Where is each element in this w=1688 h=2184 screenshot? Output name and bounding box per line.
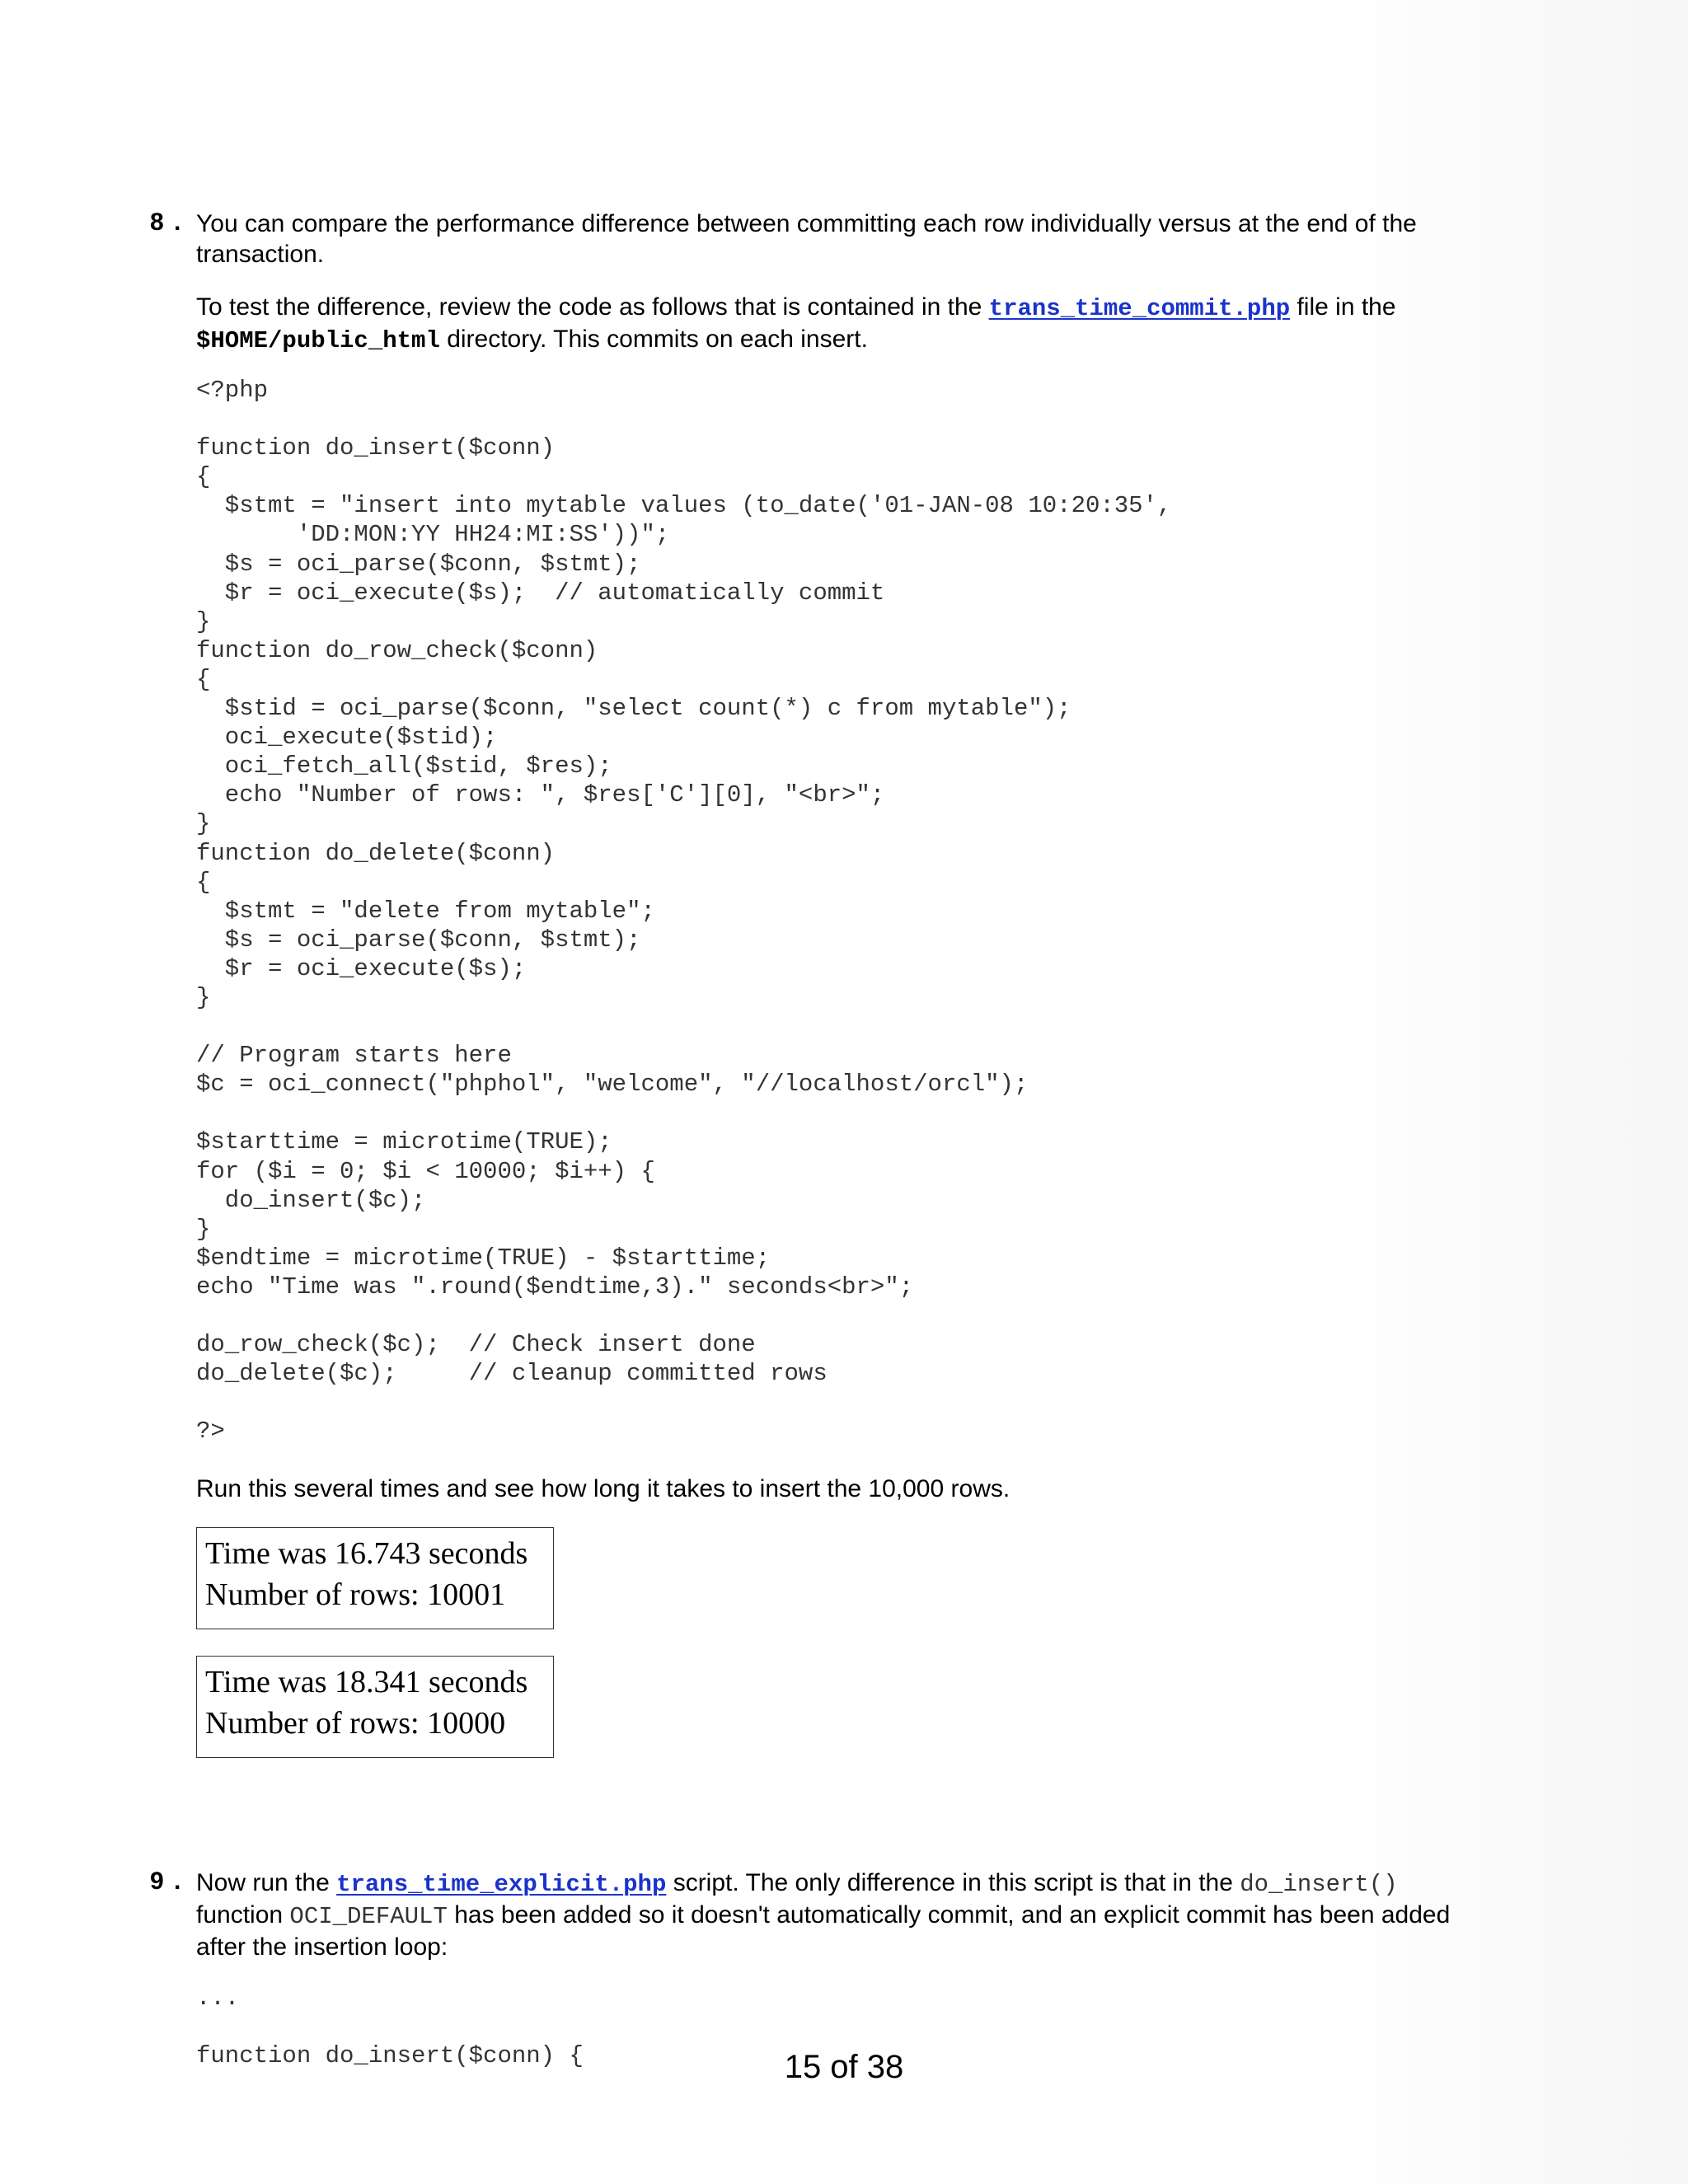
page-number: 15 of 38 — [784, 2049, 904, 2085]
step-9-text-post: has been added so it doesn't automatically commit, and an explicit commit has been added after the insertion loop: — [196, 1901, 1451, 1961]
test-text-mid: file in the — [1290, 293, 1396, 321]
step-9-code-block: ... function do_insert($conn) { — [196, 1985, 584, 2070]
output-1-time: Time was 16.743 seconds — [205, 1536, 528, 1571]
oci-default-constant: OCI_DEFAULT — [289, 1903, 448, 1930]
output-box-1 — [196, 1527, 554, 1629]
step-8-code-block: <?php function do_insert($conn) { $stmt = "insert into mytable values (to_date('01-JAN-08 10:20:35', 'DD:MON:YY HH24:MI:SS'))"; $s = oci_parse($conn, $stmt); $r = oci_execute($s); // automatically commit } function do_row_check($conn) { $stid = oci_parse($conn, "select count(*) c from mytable"); oci_execute($stid); oci_fetch_all($stid, $res); echo "Number of rows: ", $res['C'][0], "<br>"; } function do_delete($conn) { $stmt = "delete from mytable"; $s = oci_parse($conn, $stmt); $r = oci_execute($s); } // Program starts here $c = oci_connect("phphol", "welcome", "//localhost/orcl"); $starttime = microtime(TRUE); for ($i = 0; $i < 10000; $i++) { do_insert($c); } $endtime = microtime(TRUE) - $starttime; echo "Time was ".round($endtime,3)." seconds<br>"; do_row_check($c); // Check insert done do_delete($c); // cleanup committed rows ?> — [196, 377, 1172, 1446]
step-9-number: 9 . — [150, 1868, 183, 1895]
output-2-rows: Number of rows: 10000 — [205, 1706, 506, 1741]
step-8-test-paragraph — [196, 292, 1482, 356]
output-1-rows: Number of rows: 10001 — [205, 1577, 506, 1612]
do-insert-function-name: do_insert() — [1240, 1871, 1398, 1898]
step-8-number: 8 . — [150, 209, 183, 236]
step-9-text-pre: Now run the — [196, 1869, 337, 1896]
trans-time-commit-link[interactable]: trans_time_commit.php — [988, 295, 1291, 322]
step-9-text-mid1: script. The only difference in this script is that in the — [666, 1869, 1240, 1896]
output-2-time: Time was 18.341 seconds — [205, 1665, 528, 1699]
output-box-2 — [196, 1656, 554, 1758]
trans-time-explicit-link[interactable]: trans_time_explicit.php — [336, 1871, 667, 1898]
step-9-paragraph — [196, 1868, 1482, 1962]
step-8-intro: You can compare the performance difference between committing each row individually versus at the end of the transaction. — [196, 210, 1417, 268]
step-8-run-text: Run this several times and see how long it takes to insert the 10,000 rows. — [196, 1475, 1010, 1502]
test-text-pre: To test the difference, review the code as follows that is contained in the — [196, 293, 989, 321]
home-dir-path: $HOME/public_html — [196, 327, 440, 354]
test-text-post: directory. This commits on each insert. — [439, 326, 868, 353]
step-9-text-mid2: function — [196, 1901, 290, 1929]
